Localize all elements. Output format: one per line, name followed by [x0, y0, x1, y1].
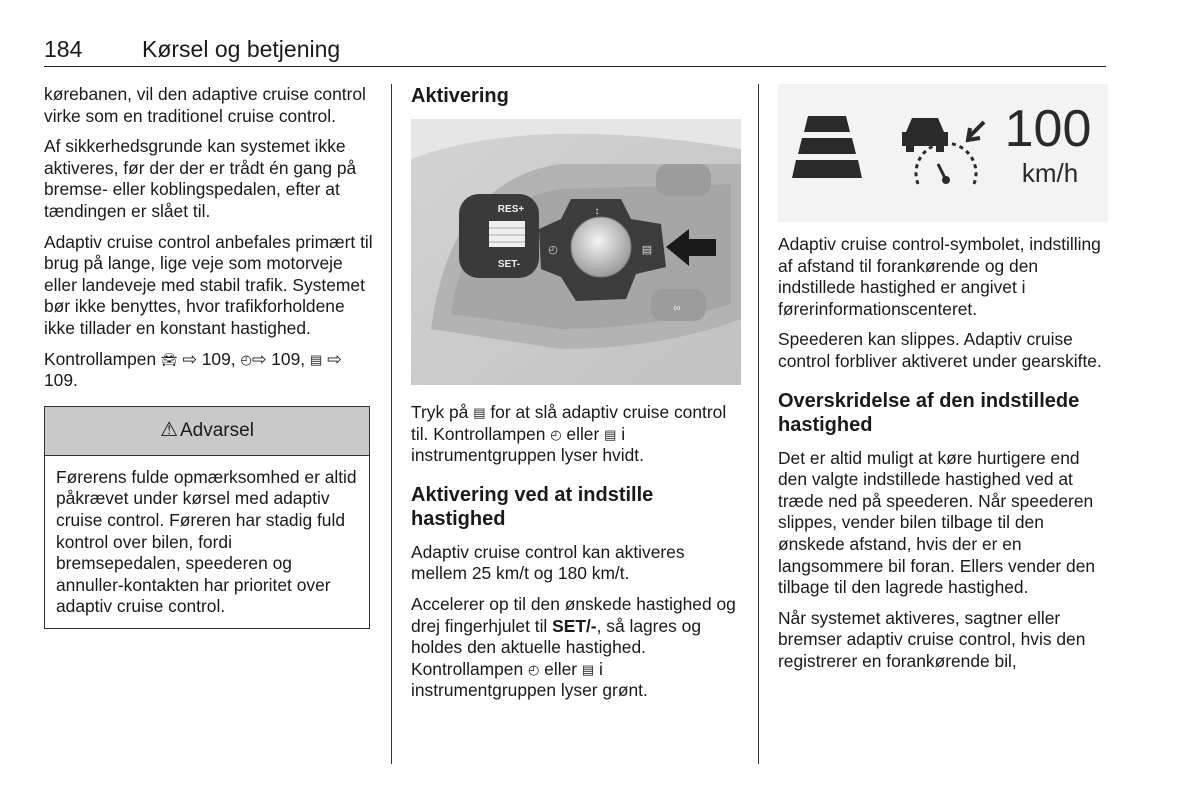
paragraph: Adaptiv cruise control-symbolet, indstilling af afstand til forankørende og den indstillede hastighed er angivet i førerinformationscenteret.: [778, 234, 1101, 319]
speed-unit: km/h: [1021, 158, 1079, 188]
page-header: [44, 34, 1106, 67]
speedometer-icon: ◴: [527, 661, 540, 677]
distance-bar-icon: [798, 138, 856, 154]
column-3: [778, 84, 1108, 682]
section-heading: Overskridelse af den indstillede hastighed: [778, 389, 1080, 436]
warning-box: [44, 406, 370, 629]
paragraph: Adaptiv cruise control kan aktiveres mellem 25 km/t og 180 km/t.: [411, 541, 685, 584]
paragraph: Det er altid muligt at køre hurtigere end den valgte indstillede hastighed ved at træde ned på speederen. Når speederen slippes, vender bilen tilbage til den ønskede afstand, hvis der er en langsommere bil foran. Ellers vender den tilbage til den lagrede hastighed.: [778, 447, 1096, 598]
paragraph: Speederen kan slippes. Adaptiv cruise control forbliver aktiveret under gearskifte.: [778, 329, 1102, 371]
svg-text:∞: ∞: [673, 303, 681, 314]
speedometer-icon: ◴: [240, 351, 252, 367]
driver-info-display-image: [778, 84, 1108, 222]
column-1: [44, 84, 374, 629]
page-ref[interactable]: 109,: [271, 348, 306, 369]
warning-text: Førerens fulde opmærksomhed er altid påkrævet under kørsel med adaptiv cruise control. Føreren har stadig fuld kontrol over bilen, fordi bremsepedalen, speederen og annuller-kontakten har prioritet over adaptiv cruise control.: [56, 466, 357, 617]
paragraph: Accelerer op til den ønskede hastighed og drej fingerhjulet til SET/-, så lagres og holdes den aktuelle hastighed. Kontrollampen ◴ eller ▤ i instrumentgruppen lyser grønt.: [411, 593, 736, 701]
adaptive-cruise-icon: ▤: [604, 426, 617, 442]
steering-wheel-controls-image: [411, 119, 741, 385]
svg-text:▤: ▤: [641, 244, 653, 256]
paragraph: kørebanen, vil den adaptive cruise control virke som en traditionel cruise control.: [44, 84, 366, 126]
warning-triangle-icon: ⚠︎: [160, 418, 178, 441]
paragraph: Adaptiv cruise control anbefales primært til brug på lange, lige veje som motorveje eller landeveje med stabil trafik. Systemet bør ikke benyttes, hvor trafikforholdene ikke tillader en konstant hastighed.: [44, 231, 373, 338]
speedometer-icon: ◴: [550, 426, 562, 442]
page-number: 184: [44, 36, 83, 62]
svg-text:↕: ↕: [594, 206, 600, 217]
arrow-icon: ⇨: [182, 348, 197, 369]
page-ref[interactable]: 109.: [44, 370, 78, 391]
car-icon: 🚘︎: [160, 351, 178, 367]
section-heading: Aktivering: [411, 85, 509, 107]
adaptive-cruise-icon: ▤: [309, 351, 323, 367]
speed-value: 100: [1004, 100, 1092, 158]
warning-header: [45, 407, 369, 456]
warning-title: Advarsel: [180, 419, 254, 441]
arrow-icon: ⇨: [251, 348, 267, 369]
svg-text:◴: ◴: [548, 244, 558, 256]
distance-bar-icon: [804, 116, 850, 132]
page-ref[interactable]: 109,: [201, 348, 236, 369]
column-2: [411, 84, 741, 711]
paragraph: Af sikkerhedsgrunde kan systemet ikke aktiveres, før der der er trådt én gang på bremse- eller koblingspedalen, efter at tændingen er slået til.: [44, 136, 357, 221]
page-title: Kørsel og betjening: [142, 36, 341, 62]
control-lamp-reference: [44, 349, 374, 392]
adaptive-cruise-icon: ▤: [581, 661, 595, 677]
adaptive-cruise-icon: ▤: [473, 405, 486, 420]
arrow-icon: ⇨: [327, 348, 342, 369]
set-label: SET-: [497, 259, 521, 270]
control-lamp-label: Kontrollampen: [44, 348, 157, 369]
column-divider: [758, 84, 759, 764]
res-label: RES+: [497, 204, 525, 215]
column-divider: [391, 84, 392, 764]
distance-bar-icon: [792, 160, 862, 178]
section-heading: Aktivering ved at indstille hastighed: [411, 483, 654, 530]
paragraph: Når systemet aktiveres, sagtner eller bremser adaptiv cruise control, hvis den registrerer en forankørende bil,: [778, 607, 1086, 671]
paragraph: Tryk på ▤ for at slå adaptiv cruise control til. Kontrollampen ◴ eller ▤ i instrumentgruppen lyser hvidt.: [411, 402, 727, 466]
set-button-label: SET/-: [552, 615, 597, 636]
